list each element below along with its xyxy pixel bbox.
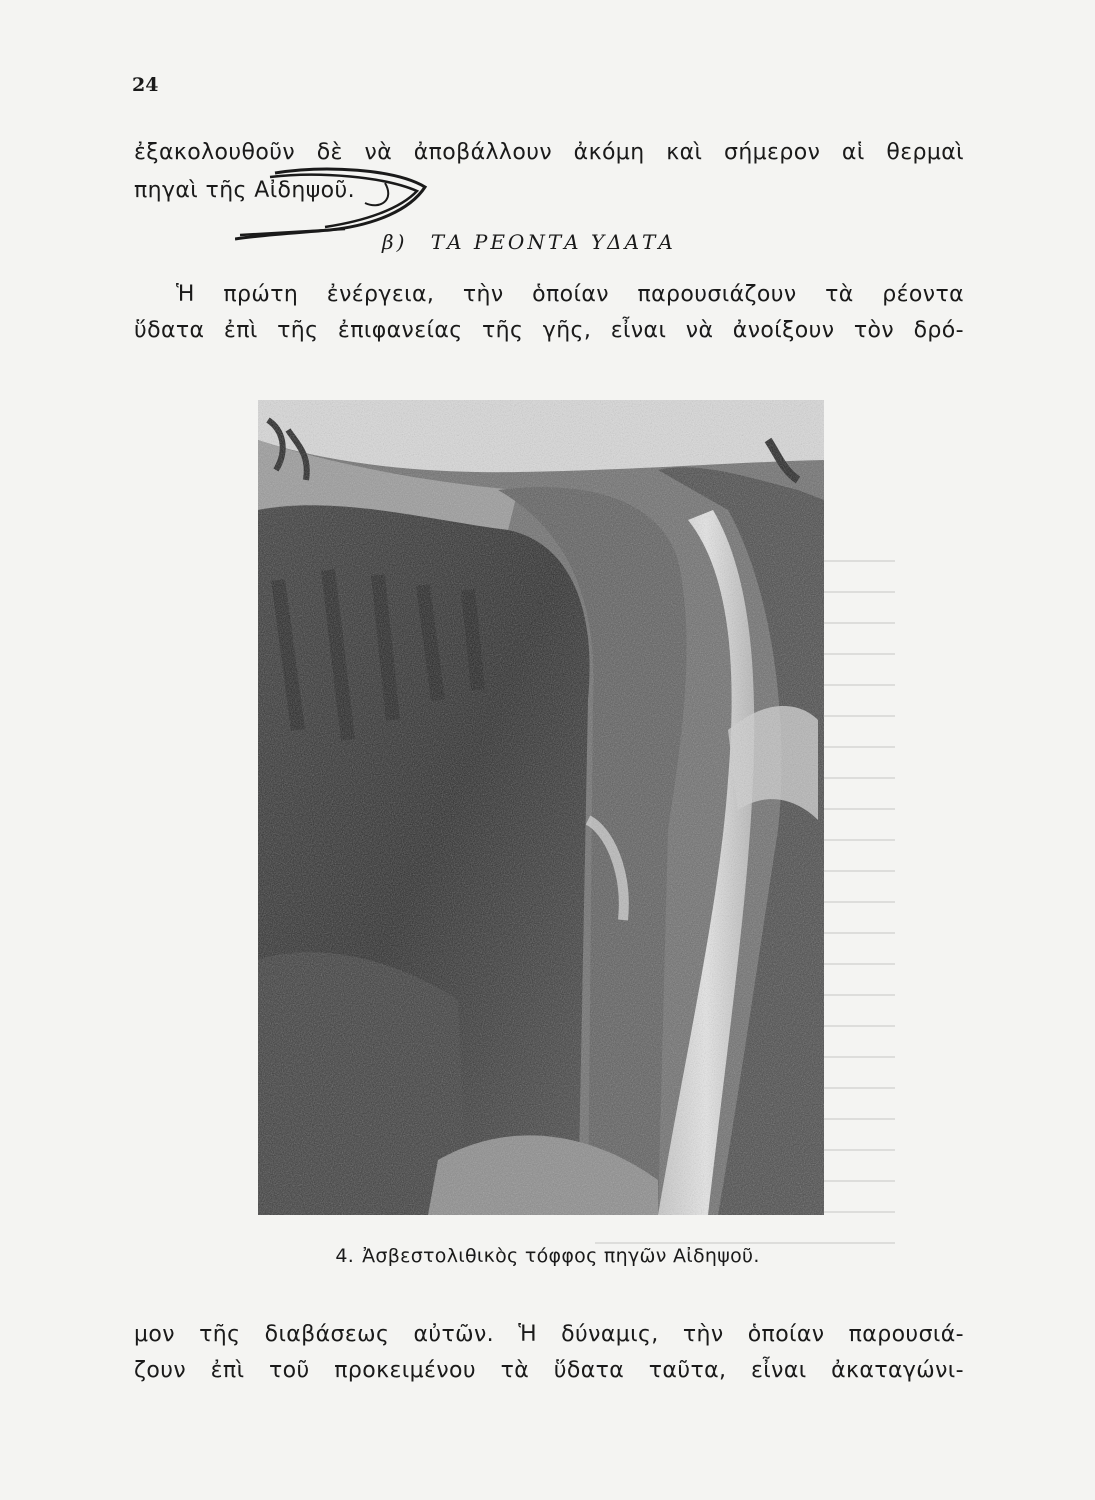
waterfall-photograph: [258, 400, 824, 1215]
section-title: ΤΑ ΡΕΟΝΤΑ ΥΔΑΤΑ: [430, 230, 676, 254]
section-heading: [382, 230, 676, 254]
section-marker: β): [382, 230, 408, 254]
figure-caption-text: Ἀσβεστολιθικὸς τόφφος πηγῶν Αἰδηψοῦ.: [362, 1245, 760, 1267]
paragraph-line: πηγαὶ τῆς Αἰδηψοῦ.: [134, 178, 356, 203]
paragraph-line: μον τῆς διαβάσεως αὐτῶν. Ἡ δύναμις, τὴν ὁποίαν παρουσιά-: [134, 1322, 964, 1347]
page-number: 24: [132, 74, 159, 96]
figure-number: 4.: [335, 1245, 355, 1267]
paragraph-line: ζουν ἐπὶ τοῦ προκειμένου τὰ ὕδατα ταῦτα, εἶναι ἀκαταγώνι-: [134, 1358, 964, 1383]
paragraph-line: ὕδατα ἐπὶ τῆς ἐπιφανείας τῆς γῆς, εἶναι νὰ ἀνοίξουν τὸν δρό-: [134, 318, 964, 343]
paragraph-line: ἐξακολουθοῦν δὲ νὰ ἀποβάλλουν ἀκόμη καὶ σήμερον αἱ θερμαὶ: [134, 140, 964, 165]
figure-caption: [0, 1245, 1095, 1267]
paragraph-line: Ἡ πρώτη ἐνέργεια, τὴν ὁποίαν παρουσιάζουν τὰ ρέοντα: [176, 282, 964, 307]
